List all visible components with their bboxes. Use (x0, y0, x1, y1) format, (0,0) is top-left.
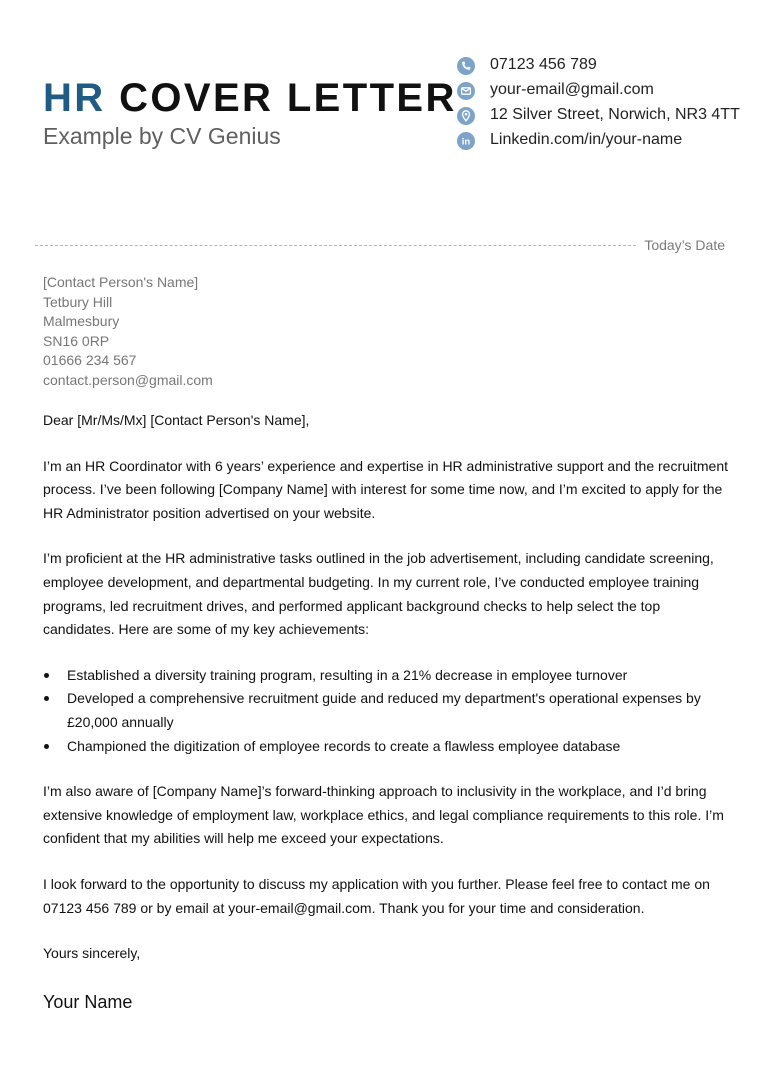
contact-email-text[interactable]: your-email@gmail.com (490, 81, 654, 98)
page-subtitle: Example by CV Genius (43, 123, 281, 149)
salutation: Dear [Mr/Ms/Mx] [Contact Person's Name], (43, 412, 310, 428)
paragraph-closing: I look forward to the opportunity to discuss my application with you further. Please feel free to contact me on 07123 456 789 or by email at your-email@gmail.com. Thank you for your time and consideration. (43, 875, 710, 916)
list-item: Championed the digitization of employee records to create a flawless employee database (43, 735, 733, 759)
recipient-name: [Contact Person's Name] (43, 274, 199, 290)
linkedin-icon (457, 132, 475, 150)
paragraph-intro: I’m an HR Coordinator with 6 years’ experience and expertise in HR administrative support and the recruitment process. I’ve been following [Company Name] with interest for some time now, and I’m excited to apply for the HR Administrator position advertised on your website. (43, 457, 729, 521)
sign-off: Yours sincerely, (43, 945, 141, 962)
letter-body (43, 409, 733, 1014)
dashed-divider (35, 245, 636, 246)
list-item: Developed a comprehensive recruitment guide and reduced my department's operational expenses by £20,000 annually (43, 687, 733, 734)
email-icon (457, 82, 475, 100)
recipient-phone: 01666 234 567 (43, 352, 137, 369)
recipient-street: Tetbury Hill (43, 293, 113, 310)
contact-linkedin (457, 131, 747, 150)
recipient-postcode: SN16 0RP (43, 332, 110, 349)
title-accent-word: HR (43, 76, 106, 120)
contact-address-text: 12 Silver Street, Norwich, NR3 4TT (490, 106, 740, 123)
recipient-address (43, 273, 213, 391)
contact-email (457, 81, 747, 100)
contact-phone (457, 56, 747, 75)
list-item: Established a diversity training program, resulting in a 21% decrease in employee turnover (43, 664, 733, 688)
recipient-email: contact.person@gmail.com (43, 371, 213, 388)
paragraph-company: I’m also aware of [Company Name]’s forward-thinking approach to inclusivity in the workplace, and I’d bring extensive knowledge of employment law, workplace ethics, and legal compliance requirements to this role. I’m confident that my abilities will help me exceed your expectations. (43, 783, 724, 847)
contact-address (457, 106, 747, 125)
recipient-town: Malmesbury (43, 313, 120, 330)
title-main-words: COVER LETTER (119, 76, 457, 120)
svg-text:in: in (461, 136, 471, 148)
page-title (43, 76, 457, 120)
contact-phone-text[interactable]: 07123 456 789 (490, 56, 597, 73)
contact-linkedin-text[interactable]: Linkedin.com/in/your-name (490, 131, 683, 148)
achievements-list (43, 664, 733, 758)
signature-name: Your Name (43, 991, 133, 1012)
date-label: Today’s Date (644, 237, 725, 253)
date-divider (35, 237, 725, 253)
paragraph-skills: I’m proficient at the HR administrative tasks outlined in the job advertisement, including candidate screening, employee development, and departmental budgeting. In my current role, I’ve conducted employee training programs, led recruitment drives, and performed applicant background checks to help select the top candidates. Here are some of my key achievements: (43, 550, 714, 638)
contact-details (457, 56, 747, 156)
location-icon (457, 107, 475, 125)
phone-icon (457, 57, 475, 75)
